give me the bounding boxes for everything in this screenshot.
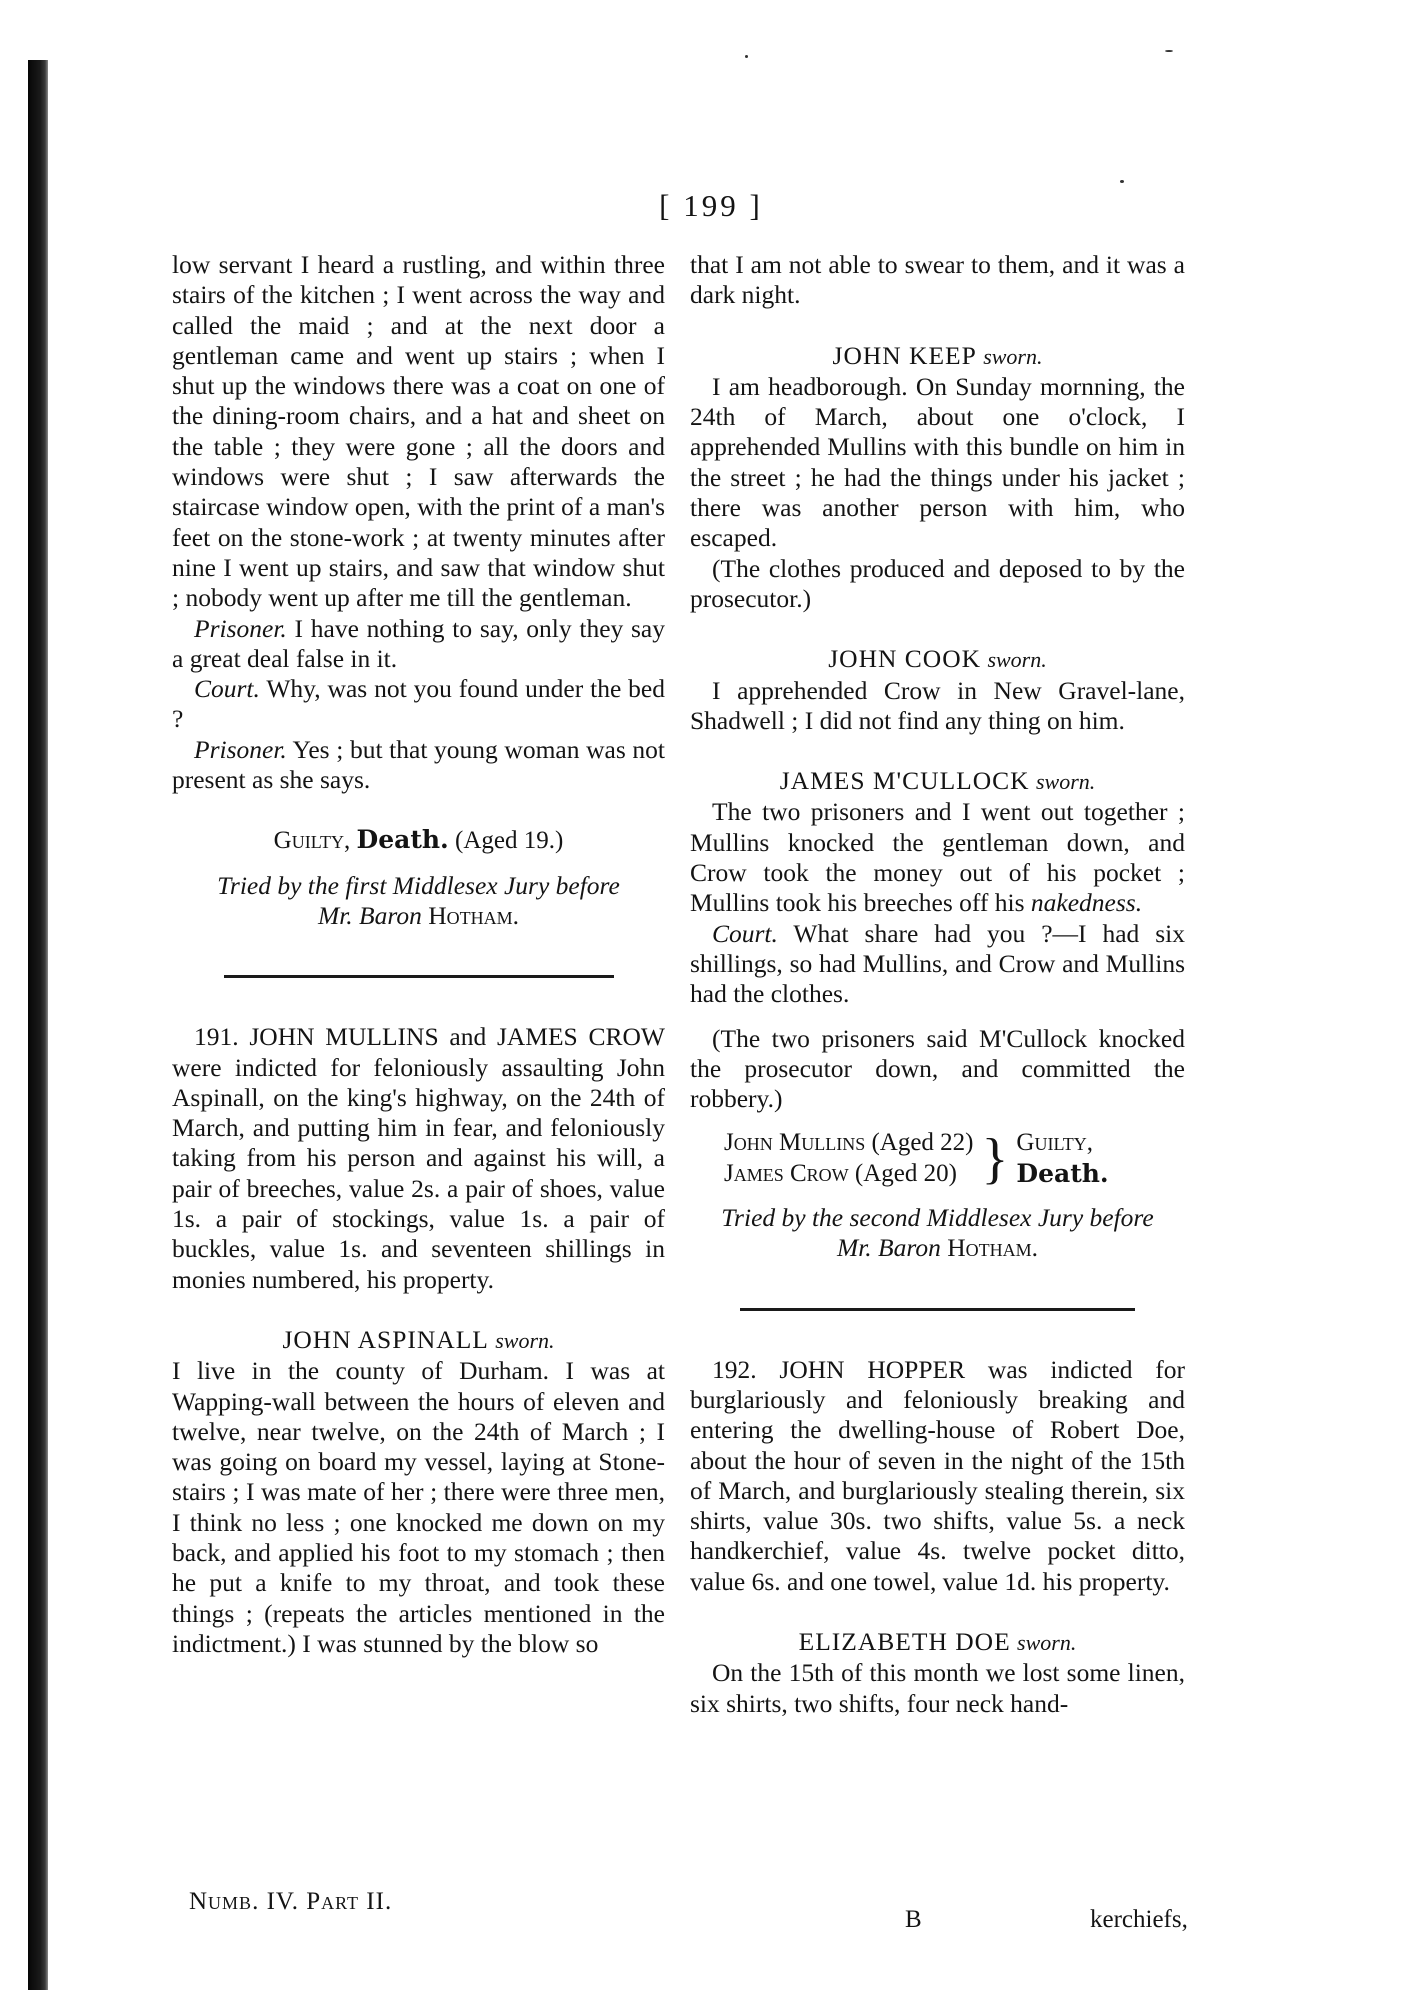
dialogue-line: Court. Why, was not you found under the bed ? bbox=[172, 674, 665, 734]
dialogue-line: Prisoner. I have nothing to say, only they say a great deal false in it. bbox=[172, 613, 665, 673]
testimony-paragraph: I am headborough. On Sunday mornning, the 24th of March, about one o'clock, I apprehended Mullins with this bundle on him in the street ; he had the things under his jacket ; there was another person with him, who escaped. bbox=[690, 371, 1185, 553]
verdict-bracket: John Mullins (Aged 22) } Guilty, James Crow (Aged 20) Death. bbox=[724, 1127, 1109, 1190]
verdict-line: Guilty, Death. (Aged 19.) bbox=[273, 825, 564, 855]
testimony-paragraph: that I am not able to swear to them, and it was a dark night. bbox=[690, 250, 1185, 310]
verdict-death: Death. bbox=[356, 825, 449, 855]
catchword: kerchiefs, bbox=[1090, 1906, 1188, 1933]
scan-speck bbox=[1165, 50, 1173, 52]
case-indictment: 191. JOHN MULLINS and JAMES CROW were indicted for feloniously assaulting John Aspinall, on the king's highway, on the 24th of March, and putting him in fear, and feloniously taking from his person and against his will, a pair of breeches, value 2s. a pair of shoes, value 1s. a pair of stockings, value 1s. a pair of buckles, value 1s. and seventeen shillings in monies numbered, his property. bbox=[172, 1022, 665, 1294]
witness-heading: JOHN ASPINALL sworn. bbox=[282, 1324, 555, 1354]
right-column bbox=[690, 250, 1185, 1719]
left-column bbox=[172, 250, 665, 1659]
brace-glyph: } bbox=[981, 1127, 1009, 1190]
testimony-paragraph: On the 15th of this month we lost some linen, six shirts, two shifts, four neck hand- bbox=[690, 1658, 1185, 1718]
dialogue-line: Prisoner. Yes ; but that young woman was not present as she says. bbox=[172, 734, 665, 795]
court-note: (The two prisoners said M'Cullock knocked the prosecutor down, and committed the robbery.) bbox=[690, 1023, 1185, 1114]
book-binding-edge bbox=[28, 60, 48, 1990]
testimony-paragraph: low servant I heard a rustling, and within three stairs of the kitchen ; I went across the way and called the maid ; and at the next door a gentleman came and went up stairs ; when I shut up the windows there was a coat on one of the dining-room chairs, and a hat and sheet on the table ; they were gone ; all the doors and windows were shut ; I saw afterwards the staircase window open, with the print of a man's feet on the stone-work ; at twenty minutes after nine I went up stairs, and saw that window shut ; nobody went up after me till the gentleman. bbox=[172, 250, 665, 613]
verdict-death: Death. bbox=[1016, 1158, 1109, 1188]
witness-heading: JOHN COOK sworn. bbox=[828, 644, 1047, 674]
witness-heading: JAMES M'CULLOCK sworn. bbox=[779, 766, 1096, 796]
scan-speck bbox=[745, 55, 748, 58]
scan-speck bbox=[1120, 180, 1124, 183]
page-number: [ 199 ] bbox=[659, 188, 763, 223]
jury-note: Tried by the first Middlesex Jury before Mr. Baron Hotham. bbox=[217, 870, 620, 930]
footer-signature-mark: Numb. IV. Part II. bbox=[189, 1888, 393, 1915]
testimony-paragraph: I live in the county of Durham. I was at Wapping-wall between the hours of eleven and twelve, near twelve, on the 24th of March ; I was going on board my vessel, laying at Stone-stairs ; I was mate of her ; there were three men, I think no less ; one knocked me down on my back, and applied his foot to my stomach ; then he put a knife to my throat, and took these things ; (repeats the articles mentioned in the indictment.) I was stunned by the blow so bbox=[172, 1356, 665, 1658]
gathering-signature: B bbox=[905, 1906, 922, 1933]
witness-heading: JOHN KEEP sworn. bbox=[832, 340, 1043, 370]
witness-heading: ELIZABETH DOE sworn. bbox=[798, 1626, 1077, 1656]
testimony-paragraph: The two prisoners and I went out together ; Mullins knocked the gentleman down, and Crow took the money out of his pocket ; Mullins took his breeches off his nakedness. bbox=[690, 797, 1185, 918]
court-note: (The clothes produced and deposed to by the prosecutor.) bbox=[690, 553, 1185, 613]
dialogue-line: Court. What share had you ?—I had six shillings, so had Mullins, and Crow and Mullins had the clothes. bbox=[690, 918, 1185, 1009]
testimony-paragraph: I apprehended Crow in New Gravel-lane, Shadwell ; I did not find any thing on him. bbox=[690, 675, 1185, 735]
case-indictment: 192. JOHN HOPPER was indicted for burglariously and feloniously breaking and entering the dwelling-house of Robert Doe, about the hour of seven in the night of the 15th of March, and burglariously stealing therein, six shirts, value 30s. two shifts, value 5s. a neck handkerchief, value 4s. twelve pocket ditto, value 6s. and one towel, value 1d. his property. bbox=[690, 1354, 1185, 1596]
jury-note: Tried by the second Middlesex Jury before Mr. Baron Hotham. bbox=[721, 1203, 1154, 1263]
